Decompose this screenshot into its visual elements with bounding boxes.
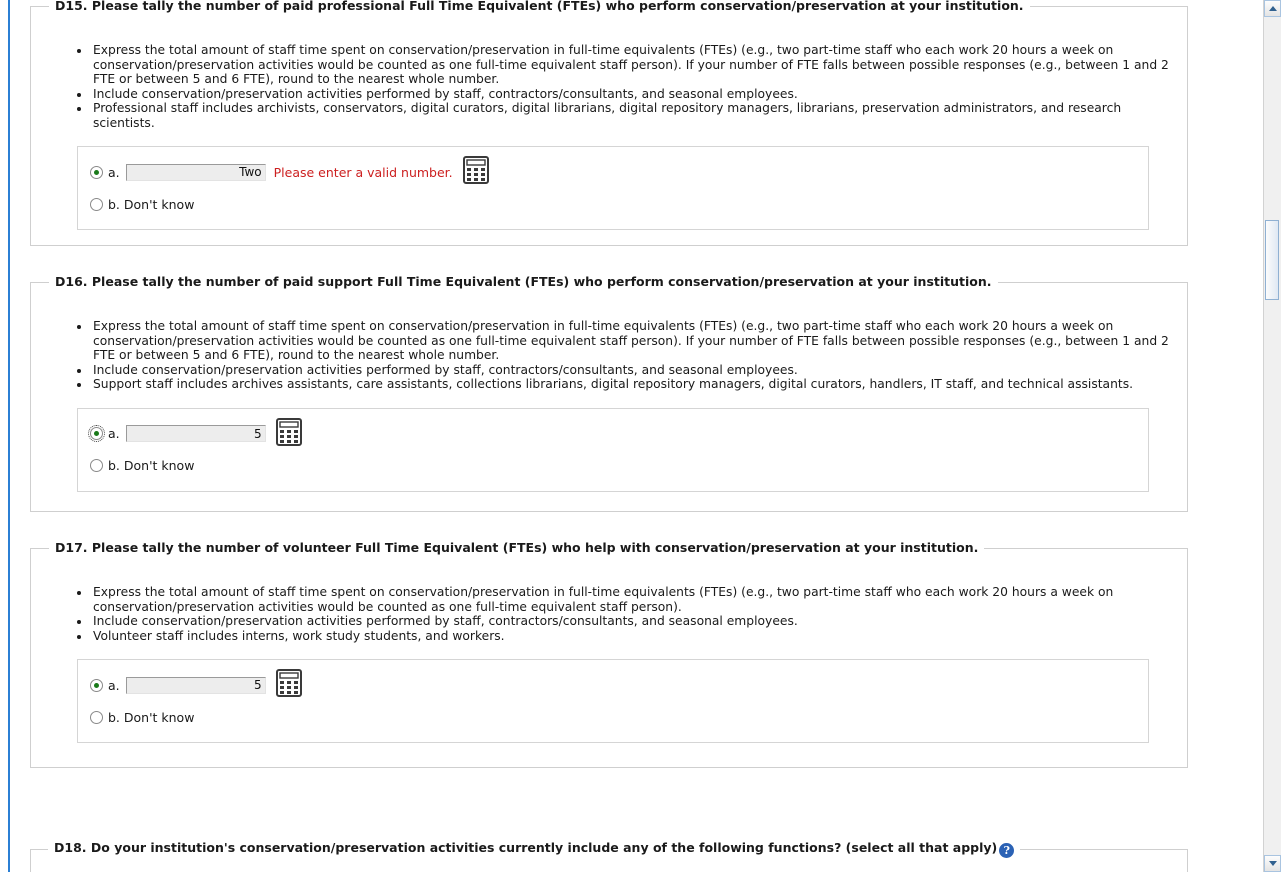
- question-block-d15: [30, 0, 1188, 246]
- fte-input-d17[interactable]: [126, 677, 266, 694]
- list-item: • Include conservation/preservation activities performed by staff, contractors/consultants, and seasonal employees.: [91, 363, 1175, 378]
- question-block-d17: [30, 540, 1188, 768]
- scrollbar-thumb[interactable]: [1265, 220, 1279, 300]
- list-item: • Include conservation/preservation activities performed by staff, contractors/consultants, and seasonal employees.: [91, 614, 1175, 629]
- radio-d16-option-b[interactable]: [90, 459, 103, 472]
- error-message-d15: Please enter a valid number.: [273, 164, 453, 180]
- fte-input-d16[interactable]: [126, 425, 266, 442]
- option-b-label-d15: b. Don't know: [108, 196, 195, 212]
- option-b-label-d17: b. Don't know: [108, 709, 195, 725]
- list-item: • Professional staff includes archivists, conservators, digital curators, digital librarians, digital repository managers, librarians, preservation administrators, and research scientists.: [91, 101, 1175, 130]
- option-a-label-d17: a.: [108, 677, 120, 693]
- survey-content: [10, 0, 1258, 872]
- option-row-b-d15: [90, 191, 1138, 217]
- option-a-label-d15: a.: [108, 164, 120, 180]
- list-item: • Include conservation/preservation activities performed by staff, contractors/consultants, and seasonal employees.: [91, 87, 1175, 102]
- fte-input-d15[interactable]: [126, 164, 266, 181]
- option-row-a-d15: [90, 159, 1138, 185]
- list-item: • Express the total amount of staff time spent on conservation/preservation in full-time equivalents (FTEs) (e.g., two part-time staff who each work 20 hours a week on conservation/preservation activities would be counted as one full-time equivalent staff person).: [91, 585, 1175, 614]
- question-title-d15: [49, 0, 1030, 13]
- instruction-list-d15: [91, 43, 1175, 130]
- option-a-label-d16: a.: [108, 426, 120, 441]
- scroll-up-button[interactable]: [1264, 0, 1281, 17]
- radio-d16-option-a[interactable]: [90, 427, 103, 440]
- question-title-d18: [48, 840, 1020, 858]
- option-row-a-d17: [90, 672, 1138, 698]
- question-number-d16: D16.: [55, 274, 88, 289]
- question-title-d17: [49, 540, 984, 555]
- question-text-d18: Do your institution's conservation/preservation activities currently include any of the following functions? (select all that apply): [90, 840, 998, 855]
- question-number-d17: D17.: [55, 540, 88, 555]
- list-item: • Express the total amount of staff time spent on conservation/preservation in full-time equivalents (FTEs) (e.g., two part-time staff who each work 20 hours a week on conservation/preservation activities would be counted as one full-time equivalent staff person). If your number of FTE falls between possible responses (e.g., between 1 and 2 FTE or between 5 and 6 FTE), round to the nearest whole number.: [91, 43, 1175, 87]
- scroll-down-arrow-icon: [1269, 861, 1277, 866]
- list-item: • Support staff includes archives assistants, care assistants, collections librarians, digital repository managers, digital curators, handlers, IT staff, and technical assistants.: [91, 377, 1175, 392]
- scroll-up-arrow-icon: [1269, 6, 1277, 11]
- radio-d15-option-b[interactable]: [90, 198, 103, 211]
- radio-d17-option-b[interactable]: [90, 711, 103, 724]
- question-text-d16: Please tally the number of paid support Full Time Equivalent (FTEs) who perform conservation/preservation at your institution.: [91, 274, 992, 289]
- answer-box-d15: [77, 146, 1149, 230]
- help-icon[interactable]: ?: [999, 843, 1014, 858]
- question-text-d15: Please tally the number of paid professional Full Time Equivalent (FTEs) who perform conservation/preservation at your institution.: [91, 0, 1024, 13]
- option-row-b-d17: [90, 704, 1138, 730]
- instruction-list-d17: [91, 585, 1175, 643]
- option-row-b-d16: [90, 453, 1138, 479]
- calculator-icon[interactable]: [274, 417, 304, 451]
- answer-box-d17: [77, 659, 1149, 743]
- vertical-scrollbar[interactable]: [1263, 0, 1281, 872]
- calculator-icon[interactable]: [461, 155, 491, 189]
- list-item: • Volunteer staff includes interns, work study students, and workers.: [91, 629, 1175, 644]
- scroll-down-button[interactable]: [1264, 855, 1281, 872]
- question-title-d16: [49, 274, 998, 289]
- question-number-d15: D15.: [55, 0, 88, 13]
- radio-d15-option-a[interactable]: [90, 166, 103, 179]
- option-row-a-d16: [90, 421, 1138, 447]
- answer-box-d16: [77, 408, 1149, 492]
- calculator-icon[interactable]: [274, 668, 304, 702]
- instruction-list-d16: [91, 319, 1175, 392]
- question-text-d17: Please tally the number of volunteer Full Time Equivalent (FTEs) who help with conservation/preservation at your institution.: [91, 540, 979, 555]
- left-rail: [0, 0, 10, 872]
- question-number-d18: D18.: [54, 840, 87, 855]
- list-item: • Express the total amount of staff time spent on conservation/preservation in full-time equivalents (FTEs) (e.g., two part-time staff who each work 20 hours a week on conservation/preservation activities would be counted as one full-time equivalent staff person). If your number of FTE falls between possible responses (e.g., between 1 and 2 FTE or between 5 and 6 FTE), round to the nearest whole number.: [91, 319, 1175, 363]
- option-b-label-d16: b. Don't know: [108, 458, 195, 473]
- question-block-d16: [30, 274, 1188, 512]
- radio-d17-option-a[interactable]: [90, 679, 103, 692]
